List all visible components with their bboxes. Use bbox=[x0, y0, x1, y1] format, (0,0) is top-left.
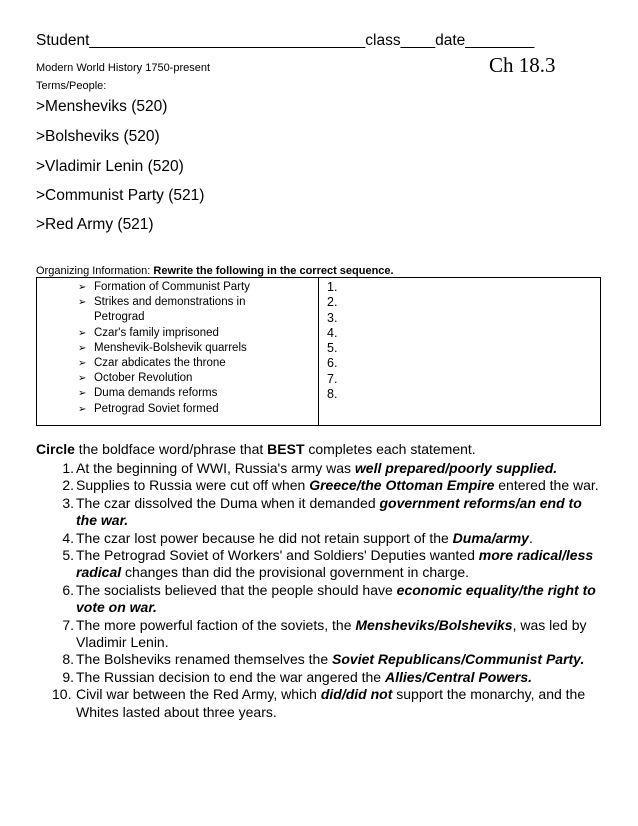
course-title: Modern World History 1750-present bbox=[36, 62, 211, 74]
event-text: Czar abdicates the throne bbox=[94, 357, 226, 370]
event-item bbox=[37, 326, 259, 341]
question-item bbox=[36, 617, 606, 652]
sequence-slot: 7. bbox=[327, 371, 338, 386]
chapter-label: Ch 18.3 bbox=[489, 53, 556, 77]
question-number: 6. bbox=[62, 581, 74, 598]
question-text-end: support the monarchy, and the Whites lasted about three years. bbox=[76, 686, 586, 720]
arrow-bullet-icon: ➢ bbox=[78, 373, 87, 385]
arrow-bullet-icon: ➢ bbox=[78, 403, 87, 415]
answer-choices: Greece/the Ottoman Empire bbox=[309, 477, 495, 494]
question-number: 4. bbox=[62, 529, 74, 546]
event-item bbox=[37, 386, 259, 401]
question-item bbox=[36, 477, 606, 494]
event-item bbox=[37, 280, 259, 295]
question-text: The more powerful faction of the soviets, the bbox=[76, 616, 356, 633]
event-item bbox=[37, 402, 259, 417]
event-text: Petrograd Soviet formed bbox=[94, 402, 219, 415]
sequence-slot: 8. bbox=[327, 387, 338, 402]
sequence-slot: 1. bbox=[327, 280, 338, 294]
event-item bbox=[37, 341, 259, 356]
question-text-end: . bbox=[528, 529, 533, 546]
question-text: The Petrograd Soviet of Workers' and Soldiers' Deputies wanted bbox=[76, 547, 479, 564]
answer-choices: Mensheviks/Bolsheviks bbox=[355, 616, 513, 633]
question-item bbox=[36, 582, 606, 617]
arrow-bullet-icon: ➢ bbox=[78, 342, 87, 354]
question-item bbox=[36, 669, 606, 686]
question-text: The Bolsheviks renamed themselves the bbox=[76, 651, 333, 668]
question-item bbox=[36, 530, 606, 547]
sequence-slot: 4. bbox=[327, 325, 338, 340]
event-text: October Revolution bbox=[94, 372, 193, 385]
question-list bbox=[36, 460, 606, 721]
sequence-slots bbox=[327, 280, 337, 402]
sequence-table bbox=[36, 277, 601, 426]
circle-instruction bbox=[36, 441, 476, 457]
event-text: Formation of Communist Party bbox=[94, 281, 250, 293]
question-text-end: , was led by Vladimir Lenin. bbox=[76, 616, 587, 651]
answer-choices: Duma/army bbox=[452, 529, 529, 546]
question-item bbox=[36, 686, 606, 721]
sequence-slot: 6. bbox=[327, 356, 338, 371]
organizing-directive: Rewrite the following in the correct sequence. bbox=[153, 265, 394, 277]
sequence-slot: 2. bbox=[327, 295, 338, 310]
answer-choices: Allies/Central Powers. bbox=[384, 668, 533, 685]
arrow-bullet-icon: ➢ bbox=[78, 358, 87, 370]
question-item bbox=[36, 651, 606, 668]
circle-word: Circle bbox=[36, 441, 75, 457]
question-number: 10. bbox=[52, 686, 72, 703]
instruction-text: the boldface word/phrase that bbox=[74, 441, 268, 457]
question-text: The Russian decision to end the war angered the bbox=[76, 668, 385, 685]
question-text: At the beginning of WWI, Russia's army was bbox=[76, 460, 355, 476]
question-number: 2. bbox=[62, 477, 74, 494]
question-text: The socialists believed that the people should have bbox=[76, 581, 397, 598]
term-red-army: >Red Army (521) bbox=[36, 216, 154, 233]
term-communist-party: >Communist Party (521) bbox=[36, 187, 205, 204]
question-text: The czar lost power because he did not retain support of the bbox=[76, 529, 453, 546]
question-text-end: entered the war. bbox=[494, 477, 599, 494]
question-number: 7. bbox=[62, 616, 74, 633]
question-number: 9. bbox=[62, 668, 74, 685]
term-lenin: >Vladimir Lenin (520) bbox=[36, 158, 184, 175]
best-word: BEST bbox=[267, 441, 305, 457]
organizing-instruction bbox=[36, 265, 394, 277]
answer-choices: more radical/less radical bbox=[76, 547, 594, 581]
question-number: 5. bbox=[62, 547, 74, 564]
event-item bbox=[37, 295, 259, 325]
event-item bbox=[37, 356, 259, 371]
question-item bbox=[36, 547, 606, 582]
question-text: The czar dissolved the Duma when it demanded bbox=[76, 494, 380, 511]
arrow-bullet-icon: ➢ bbox=[78, 327, 87, 339]
arrow-bullet-icon: ➢ bbox=[78, 297, 87, 309]
question-number: 3. bbox=[62, 494, 74, 511]
answer-choices: did/did not bbox=[320, 686, 393, 703]
answer-choices: government reforms/an end to the war. bbox=[76, 494, 582, 529]
question-item bbox=[36, 460, 606, 477]
question-text-end: changes than did the provisional government in charge. bbox=[121, 564, 470, 581]
event-list bbox=[37, 280, 317, 417]
question-text: Civil war between the Red Army, which bbox=[76, 686, 321, 703]
terms-label: Terms/People: bbox=[36, 80, 107, 92]
arrow-bullet-icon: ➢ bbox=[78, 282, 87, 293]
event-text: Czar's family imprisoned bbox=[94, 326, 219, 339]
answer-choices: well prepared/poorly supplied. bbox=[354, 460, 558, 476]
sequence-slot: 5. bbox=[327, 341, 338, 356]
sequence-slot: 3. bbox=[327, 310, 338, 325]
event-text: Menshevik-Bolshevik quarrels bbox=[94, 341, 247, 354]
question-number: 1. bbox=[62, 460, 74, 476]
arrow-bullet-icon: ➢ bbox=[78, 388, 87, 400]
question-item bbox=[36, 495, 606, 530]
term-bolsheviks: >Bolsheviks (520) bbox=[36, 128, 160, 145]
instruction-end: completes each statement. bbox=[304, 441, 476, 457]
answer-choices: Soviet Republicans/Communist Party. bbox=[332, 651, 585, 668]
event-text: Duma demands reforms bbox=[94, 387, 218, 400]
table-divider bbox=[318, 278, 319, 425]
answer-choices: economic equality/the right to vote on war. bbox=[76, 581, 596, 616]
event-text: Strikes and demonstrations in Petrograd bbox=[94, 296, 246, 324]
term-mensheviks: >Mensheviks (520) bbox=[36, 98, 168, 115]
organizing-label: Organizing Information: bbox=[36, 265, 154, 277]
question-text: Supplies to Russia were cut off when bbox=[76, 477, 310, 494]
header-line: Student________________________________class____date________ bbox=[36, 32, 535, 49]
event-item bbox=[37, 371, 259, 386]
question-number: 8. bbox=[62, 651, 74, 668]
